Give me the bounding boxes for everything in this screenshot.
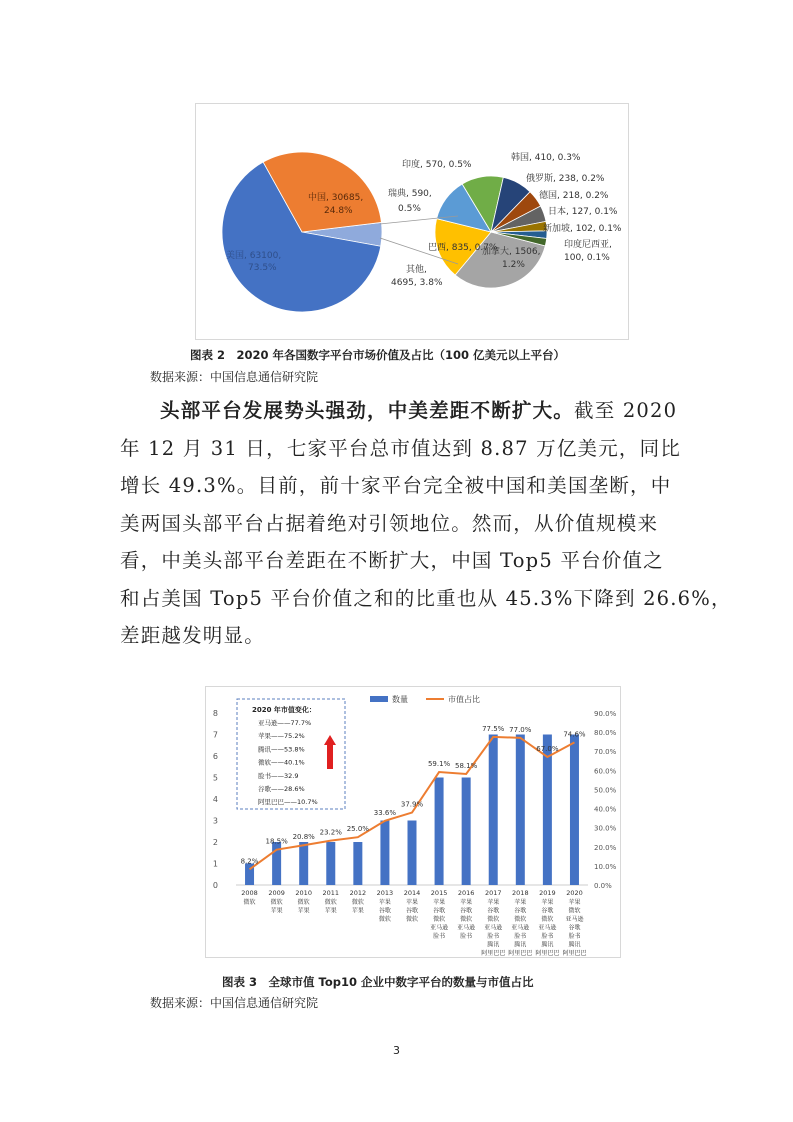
x-label-2018: 2018 (512, 889, 529, 897)
label-other: 其他, (406, 265, 427, 275)
x-company-2011-0: 微软 (324, 899, 337, 906)
x-company-2019-4: 脸书 (541, 933, 554, 940)
bar-2011 (326, 842, 335, 885)
figure3-chart (205, 686, 621, 958)
x-label-2013: 2013 (376, 889, 394, 897)
x-company-2020-1: 微软 (568, 907, 581, 915)
para-line-3: 增长 49.3%。目前，前十家平台完全被中国和美国垄断，中 (120, 474, 672, 497)
bar-2012 (353, 842, 362, 885)
x-company-2011-1: 苹果 (324, 907, 337, 915)
value-label-2017: 77.5% (482, 724, 505, 733)
x-company-2017-2: 微软 (487, 916, 500, 923)
label-us: 美国, 63100, (226, 251, 282, 261)
value-label-2010: 20.8% (292, 833, 315, 842)
x-company-2019-0: 苹果 (541, 899, 554, 906)
x-company-2016-2: 微软 (460, 916, 473, 923)
x-company-2009-1: 苹果 (270, 907, 283, 915)
x-label-2008: 2008 (241, 889, 258, 897)
body-paragraph (120, 392, 732, 655)
x-company-2015-1: 谷歌 (433, 907, 446, 915)
value-label-2013: 33.6% (373, 808, 397, 817)
bar-2015 (435, 778, 444, 886)
right-tick-9: 90.0% (594, 710, 617, 718)
label-korea: 韩国, 410, 0.3% (511, 153, 581, 163)
para-line-1-rest: 截至 2020 (574, 399, 678, 422)
label-sweden: 瑞典, 590, (388, 189, 432, 199)
x-company-2010-1: 苹果 (297, 907, 310, 915)
x-company-2017-0: 苹果 (487, 899, 500, 906)
right-tick-8: 80.0% (594, 729, 617, 738)
label-cn-pct: 24.8% (324, 206, 353, 216)
x-company-2016-1: 谷歌 (460, 907, 473, 915)
x-company-2019-6: 阿里巴巴 (535, 950, 560, 957)
para-line-5: 看，中美头部平台差距在不断扩大，中国 Top5 平台价值之 (120, 549, 664, 572)
annotation-item-1: 苹果——75.2% (258, 732, 305, 741)
annotation-item-0: 亚马逊——77.7% (258, 719, 312, 727)
label-germany: 德国, 218, 0.2% (539, 191, 609, 201)
x-company-2020-0: 苹果 (568, 899, 581, 906)
legend-line-label: 市值占比 (448, 695, 480, 704)
x-company-2017-4: 脸书 (487, 933, 500, 940)
x-company-2013-0: 苹果 (378, 899, 391, 906)
x-label-2012: 2012 (349, 889, 367, 897)
x-label-2009: 2009 (268, 889, 285, 897)
figure2-caption: 图表 2 2020 年各国数字平台市场价值及占比（100 亿美元以上平台） (190, 348, 566, 362)
label-russia: 俄罗斯, 238, 0.2% (526, 174, 605, 184)
x-company-2020-6: 阿里巴巴 (562, 950, 587, 957)
annotation-item-3: 微软——40.1% (258, 758, 305, 767)
pie-of-pie-chart (196, 104, 628, 339)
bar-2020 (570, 735, 579, 886)
x-company-2018-2: 微软 (514, 916, 527, 923)
x-axis-labels (241, 889, 586, 957)
x-company-2018-3: 亚马逊 (511, 924, 530, 932)
x-company-2016-3: 亚马逊 (457, 924, 476, 932)
x-company-2019-1: 谷歌 (541, 907, 554, 915)
annotation-item-5: 谷歌——28.6% (258, 785, 305, 793)
value-label-2018: 77.0% (509, 725, 532, 734)
bar-2010 (299, 842, 308, 885)
right-tick-3: 30.0% (594, 824, 617, 833)
value-label-2015: 59.1% (427, 760, 451, 769)
x-company-2014-1: 谷歌 (405, 907, 419, 915)
figure3-caption: 图表 3 全球市值 Top10 企业中数字平台的数量与市值占比 (222, 975, 534, 989)
combo-chart (206, 687, 620, 957)
right-tick-2: 20.0% (594, 843, 617, 852)
x-company-2013-1: 谷歌 (378, 907, 391, 915)
value-label-2019: 67.0% (536, 744, 559, 753)
x-label-2016: 2016 (457, 889, 475, 897)
para-line-6: 和占美国 Top5 平台价值之和的比重也从 45.3%下降到 26.6%， (120, 586, 732, 610)
left-tick-7: 7 (212, 730, 218, 740)
bar-2014 (408, 821, 417, 886)
label-canada-pct: 1.2% (502, 260, 525, 270)
right-axis (594, 710, 617, 890)
x-label-2010: 2010 (295, 889, 312, 897)
x-label-2017: 2017 (484, 889, 502, 897)
left-tick-8: 8 (212, 709, 218, 718)
x-company-2017-5: 腾讯 (487, 941, 500, 949)
x-company-2014-2: 微软 (405, 916, 419, 923)
x-company-2014-0: 苹果 (405, 899, 419, 906)
x-label-2014: 2014 (403, 889, 421, 897)
value-label-2009: 18.5% (265, 837, 288, 846)
x-company-2016-4: 脸书 (460, 933, 473, 940)
x-company-2016-0: 苹果 (460, 899, 473, 906)
x-company-2013-2: 微软 (378, 916, 391, 923)
x-label-2019: 2019 (539, 889, 556, 897)
annotation-item-4: 脸书——32.9 (258, 771, 299, 780)
bar-2013 (380, 821, 389, 886)
x-company-2017-6: 阿里巴巴 (481, 950, 506, 957)
x-company-2018-0: 苹果 (514, 899, 527, 906)
x-company-2020-5: 腾讯 (568, 941, 581, 949)
label-singapore: 新加坡, 102, 0.1% (543, 224, 622, 234)
x-company-2019-2: 微软 (541, 916, 554, 923)
para-line-2: 年 12 月 31 日，七家平台总市值达到 8.87 万亿美元，同比 (120, 436, 682, 460)
x-company-2017-1: 谷歌 (487, 907, 500, 915)
x-company-2015-3: 亚马逊 (430, 924, 449, 932)
right-tick-4: 40.0% (594, 805, 617, 814)
x-company-2020-2: 亚马逊 (565, 916, 584, 923)
x-company-2018-1: 谷歌 (514, 907, 527, 915)
bar-2016 (462, 778, 471, 886)
figure2-chart (195, 103, 629, 340)
label-japan: 日本, 127, 0.1% (548, 207, 618, 217)
x-label-2011: 2011 (322, 889, 340, 897)
annotation-item-6: 阿里巴巴——10.7% (258, 798, 318, 807)
label-sweden-pct: 0.5% (398, 204, 421, 214)
label-indonesia: 印度尼西亚, (564, 240, 612, 250)
bar-2018 (516, 735, 525, 886)
label-india: 印度, 570, 0.5% (402, 160, 472, 170)
x-company-2020-3: 谷歌 (568, 924, 581, 932)
right-tick-7: 70.0% (594, 748, 617, 757)
value-label-2016: 58.1% (455, 761, 478, 770)
x-company-2012-0: 微软 (351, 899, 364, 906)
x-company-2020-4: 脸书 (568, 933, 581, 940)
sub-pie (435, 176, 547, 288)
legend-bar-label: 数量 (392, 695, 408, 704)
right-tick-1: 10.0% (594, 862, 617, 871)
para-lead: 头部平台发展势头强劲，中美差距不断扩大。 (160, 399, 575, 422)
x-company-2015-2: 微软 (433, 916, 446, 923)
x-company-2018-4: 脸书 (514, 933, 527, 940)
para-line-7: 差距越发明显。 (120, 624, 265, 647)
x-company-2015-0: 苹果 (433, 899, 446, 906)
label-us-pct: 73.5% (248, 263, 277, 273)
x-company-2008-0: 微软 (243, 899, 256, 906)
value-label-2014: 37.9% (400, 800, 424, 809)
x-company-2017-3: 亚马逊 (484, 924, 503, 932)
para-line-4: 美两国头部平台占据着绝对引领地位。然而，从价值规模来 (120, 511, 659, 535)
main-pie (222, 152, 382, 312)
para-line-1 (120, 392, 680, 430)
x-label-2020: 2020 (566, 889, 583, 897)
page-number: 3 (393, 1044, 400, 1057)
left-tick-3: 3 (212, 816, 218, 826)
value-label-2012: 25.0% (346, 825, 369, 834)
bar-2017 (489, 735, 498, 886)
left-tick-1: 1 (212, 859, 218, 869)
right-tick-6: 60.0% (594, 767, 617, 776)
label-brazil: 巴西, 835, 0.7% (428, 243, 498, 253)
figure2-source: 数据来源：中国信息通信研究院 (150, 370, 319, 384)
left-tick-2: 2 (212, 838, 218, 847)
left-tick-6: 6 (212, 752, 218, 761)
value-label-2020: 74.6% (563, 730, 586, 739)
annotation-title: 2020 年市值变化： (252, 706, 316, 714)
x-company-2010-0: 微软 (297, 899, 310, 906)
left-tick-5: 5 (212, 773, 218, 783)
label-indonesia-val: 100, 0.1% (564, 253, 610, 263)
x-company-2015-4: 脸书 (433, 933, 446, 940)
right-tick-5: 50.0% (594, 786, 617, 795)
label-canada: 加拿大, 1506, (482, 247, 541, 257)
x-company-2018-5: 腾讯 (514, 941, 527, 949)
value-label-2011: 23.2% (319, 828, 342, 837)
x-company-2012-1: 苹果 (351, 907, 364, 915)
x-company-2018-6: 阿里巴巴 (508, 950, 533, 957)
left-tick-4: 4 (212, 795, 218, 804)
x-company-2019-5: 腾讯 (541, 941, 554, 949)
x-company-2009-0: 微软 (270, 899, 283, 906)
figure3-source: 数据来源：中国信息通信研究院 (150, 996, 319, 1010)
value-label-2008: 8.2% (240, 857, 259, 866)
label-cn: 中国, 30685, (308, 193, 364, 203)
left-tick-0: 0 (212, 881, 218, 890)
right-tick-0: 0.0% (594, 882, 612, 890)
annotation-item-2: 腾讯——53.8% (258, 745, 305, 754)
label-other-val: 4695, 3.8% (391, 278, 443, 288)
x-company-2019-3: 亚马逊 (538, 924, 557, 932)
legend-bar-swatch (370, 696, 388, 702)
x-label-2015: 2015 (430, 889, 448, 897)
